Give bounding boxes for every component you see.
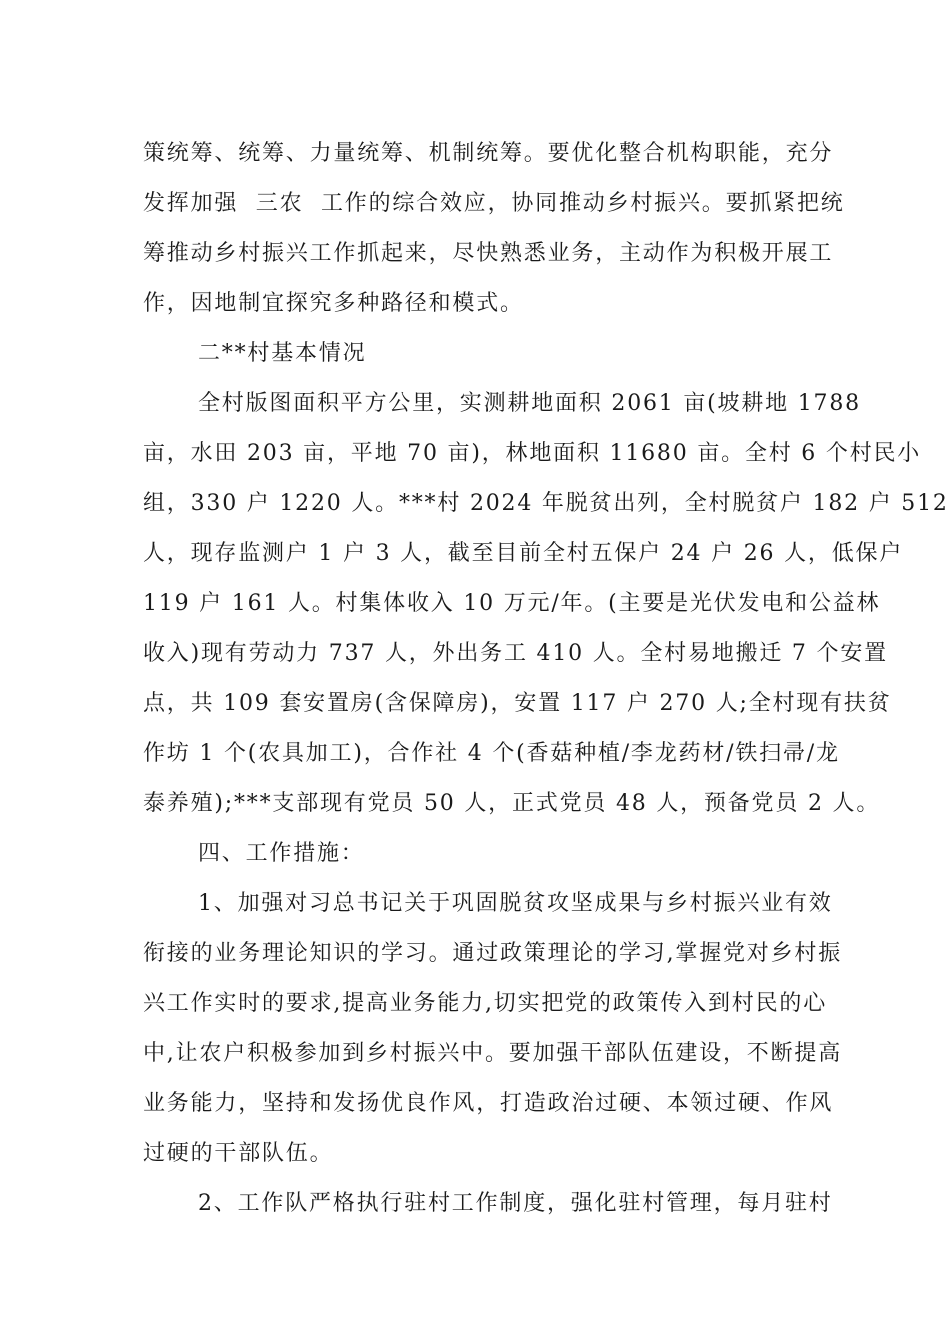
paragraph-line: 筹推动乡村振兴工作抓起来，尽快熟悉业务，主动作为积极开展工 <box>143 241 834 266</box>
paragraph-line: 119 户 161 人。村集体收入 10 万元/年。(主要是光伏发电和公益林 <box>143 591 881 616</box>
paragraph-line: 亩，水田 203 亩，平地 70 亩)，林地面积 11680 亩。全村 6 个村民小 <box>143 441 922 466</box>
paragraph-line: 2、工作队严格执行驻村工作制度，强化驻村管理，每月驻村 <box>198 1191 833 1216</box>
section-heading: 四、工作措施： <box>198 841 365 866</box>
paragraph-line: 发挥加强 三农 工作的综合效应，协同推动乡村振兴。要抓紧把统 <box>143 191 845 216</box>
section-heading: 二**村基本情况 <box>198 341 367 366</box>
paragraph-line: 收入)现有劳动力 737 人，外出务工 410 人。全村易地搬迁 7 个安置 <box>143 641 888 666</box>
paragraph-line: 衔接的业务理论知识的学习。通过政策理论的学习,掌握党对乡村振 <box>143 941 842 966</box>
paragraph-line: 兴工作实时的要求,提高业务能力,切实把党的政策传入到村民的心 <box>143 991 827 1016</box>
paragraph-line: 作，因地制宜探究多种路径和模式。 <box>143 291 524 316</box>
paragraph-line: 泰养殖);***支部现有党员 50 人，正式党员 48 人，预备党员 2 人。 <box>143 791 881 816</box>
paragraph-line: 人，现存监测户 1 户 3 人，截至目前全村五保户 24 户 26 人，低保户 <box>143 541 904 566</box>
paragraph-line: 1、加强对习总书记关于巩固脱贫攻坚成果与乡村振兴业有效 <box>198 891 833 916</box>
paragraph-line: 组，330 户 1220 人。***村 2024 年脱贫出列，全村脱贫户 182 户 512 <box>143 491 949 516</box>
paragraph-line: 业务能力，坚持和发扬优良作风，打造政治过硬、本领过硬、作风 <box>143 1091 834 1116</box>
paragraph-line: 作坊 1 个(农具加工)，合作社 4 个(香菇种植/李龙药材/铁扫帚/龙 <box>143 741 840 766</box>
paragraph-line: 策统筹、统筹、力量统筹、机制统筹。要优化整合机构职能，充分 <box>143 141 834 166</box>
paragraph-line: 全村版图面积平方公里，实测耕地面积 2061 亩(坡耕地 1788 <box>198 391 861 416</box>
paragraph-line: 中,让农户积极参加到乡村振兴中。要加强干部队伍建设，不断提高 <box>143 1041 842 1066</box>
paragraph-line: 过硬的干部队伍。 <box>143 1141 334 1166</box>
paragraph-line: 点，共 109 套安置房(含保障房)，安置 117 户 270 人;全村现有扶贫 <box>143 691 892 716</box>
